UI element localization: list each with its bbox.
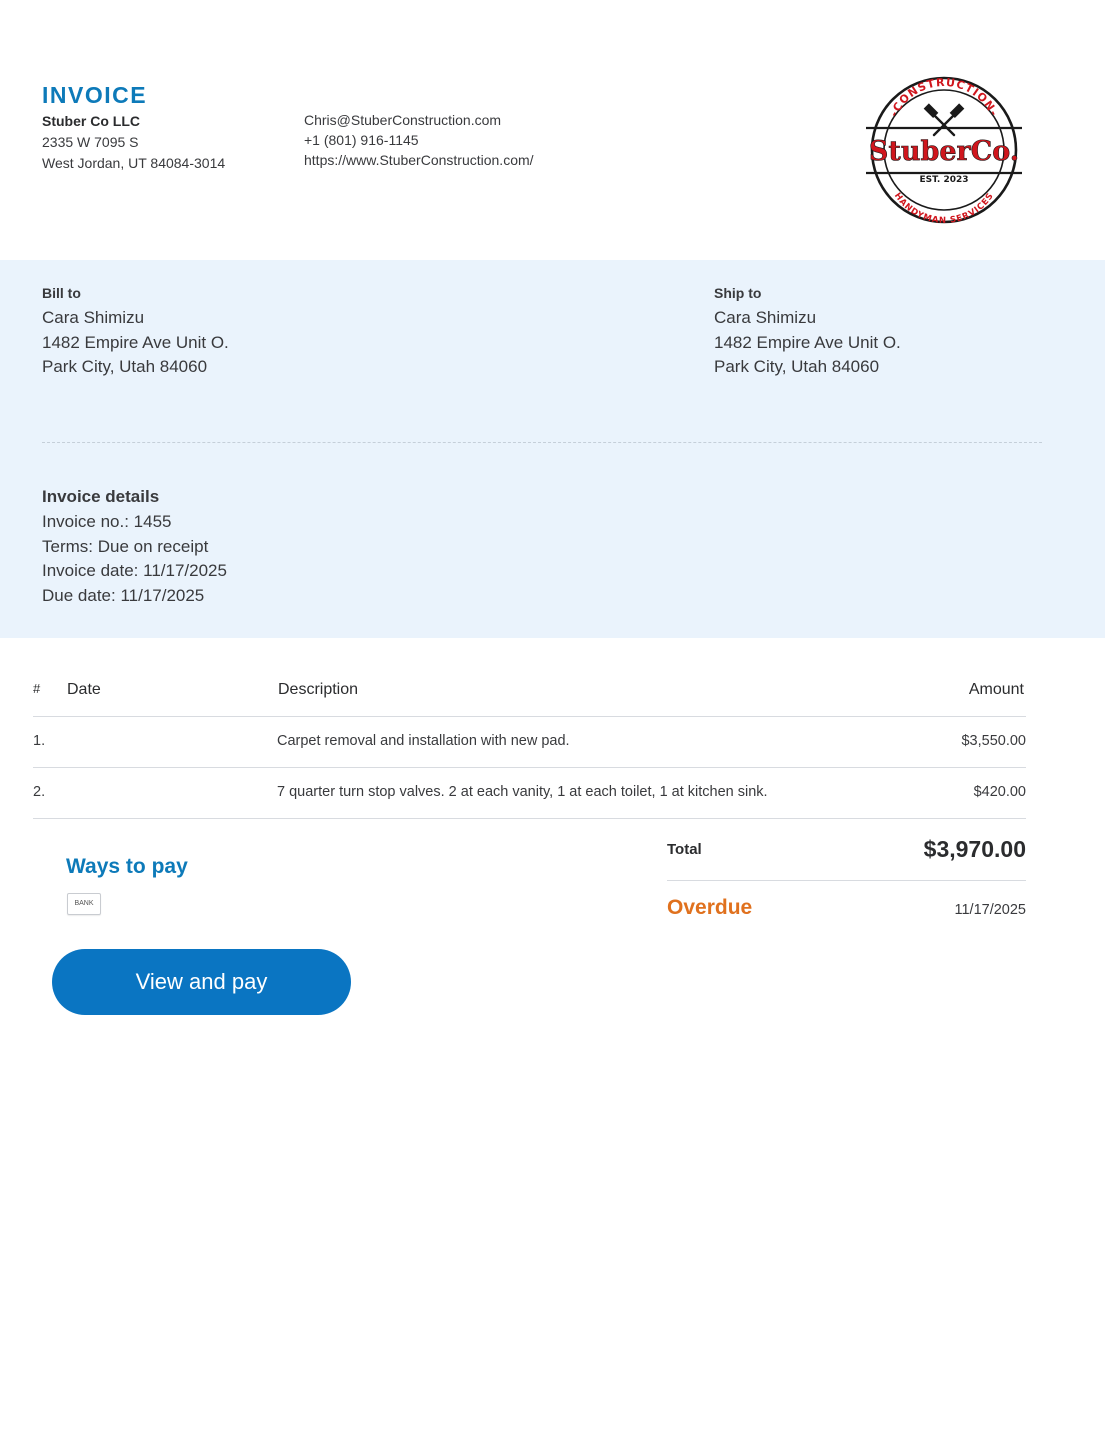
overdue-status: Overdue: [667, 896, 753, 919]
ship-to-line2: Park City, Utah 84060: [714, 357, 880, 376]
invoice-details-label: Invoice details: [42, 487, 160, 506]
column-header-date: Date: [67, 681, 101, 698]
row-description: 7 quarter turn stop valves. 2 at each vanity, 1 at each toilet, 1 at kitchen sink.: [277, 784, 768, 800]
company-website[interactable]: https://www.StuberConstruction.com/: [304, 152, 534, 168]
row-description: Carpet removal and installation with new pad.: [277, 733, 570, 749]
bank-payment-icon: BANK: [67, 893, 101, 915]
total-value: $3,970.00: [923, 836, 1026, 862]
company-name: Stuber Co LLC: [42, 113, 140, 129]
logo-brand-text: StuberCo.: [868, 136, 1020, 167]
row-divider: [33, 818, 1026, 819]
dashed-divider: [42, 442, 1042, 443]
view-and-pay-button[interactable]: View and pay: [52, 949, 351, 1015]
ways-to-pay-heading: Ways to pay: [66, 855, 188, 878]
company-address-line1: 2335 W 7095 S: [42, 134, 139, 150]
invoice-title: INVOICE: [42, 82, 148, 108]
company-block: [42, 111, 225, 174]
row-divider: [33, 767, 1026, 768]
ship-to-block: [714, 285, 901, 380]
invoice-terms: Terms: Due on receipt: [42, 536, 209, 556]
bill-to-name: Cara Shimizu: [42, 308, 145, 327]
row-number: 1.: [33, 733, 46, 749]
row-amount: $3,550.00: [961, 733, 1026, 749]
table-header-divider: [33, 716, 1026, 717]
total-label: Total: [667, 841, 702, 858]
column-header-amount: Amount: [968, 681, 1024, 698]
stuberco-logo: [862, 76, 1026, 226]
invoice-date: Invoice date: 11/17/2025: [42, 561, 227, 581]
company-phone[interactable]: +1 (801) 916-1145: [304, 132, 419, 148]
ship-to-line1: 1482 Empire Ave Unit O.: [714, 332, 901, 352]
logo-est-text: EST. 2023: [919, 175, 969, 185]
overdue-date: 11/17/2025: [954, 902, 1026, 918]
row-number: 2.: [33, 784, 46, 800]
company-email[interactable]: Chris@StuberConstruction.com: [304, 112, 502, 128]
bill-to-label: Bill to: [42, 285, 81, 301]
ship-to-name: Cara Shimizu: [714, 308, 817, 327]
logo-top-arc-text: -CONSTRUCTION-: [887, 76, 1001, 119]
invoice-due-date: Due date: 11/17/2025: [42, 586, 205, 606]
bill-to-line1: 1482 Empire Ave Unit O.: [42, 332, 229, 352]
row-amount: $420.00: [973, 784, 1026, 800]
bill-to-line2: Park City, Utah 84060: [42, 357, 208, 376]
logo-bottom-arc-text: HANDYMAN SERVICES: [891, 191, 997, 226]
totals-divider: [667, 880, 1026, 881]
column-header-number: #: [33, 681, 41, 696]
company-address-line2: West Jordan, UT 84084-3014: [42, 155, 226, 171]
contact-block: [304, 110, 534, 170]
column-header-description: Description: [278, 681, 359, 698]
invoice-details-block: [42, 487, 227, 609]
ship-to-label: Ship to: [714, 285, 762, 301]
invoice-number: Invoice no.: 1455: [42, 512, 172, 531]
bill-to-block: [42, 285, 229, 380]
